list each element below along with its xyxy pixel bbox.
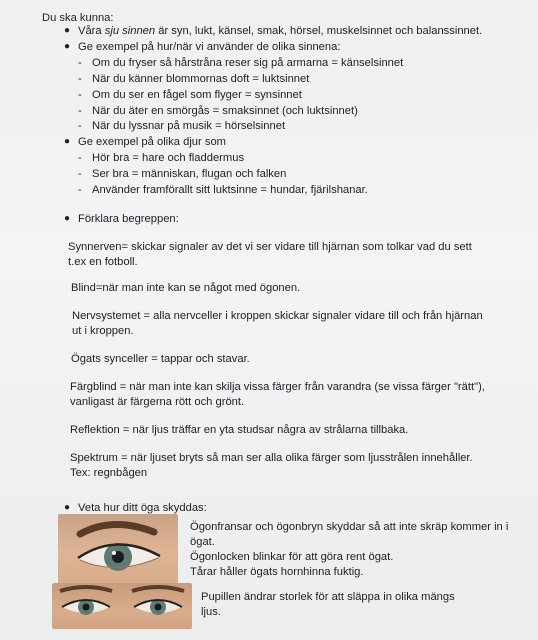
bullet-icon: ●	[64, 502, 71, 513]
eye2-text-line2: ljus.	[201, 606, 221, 618]
bullet-examples-title: Ge exempel på hur/när vi använder de olika sinnena:	[78, 41, 341, 53]
eye1-text-line3: Ögonlocken blinkar för att göra rent ögat.	[190, 551, 394, 563]
bullet-icon: ●	[64, 213, 71, 224]
list-item: Ser bra = människan, flugan och falken	[92, 168, 287, 180]
bullet-icon: ●	[64, 41, 71, 52]
dash-icon: -	[78, 57, 82, 69]
definition-fargblind-line1: Färgblind = när man inte kan skilja vissa färger från varandra (se vissa färger "rätt"),	[70, 381, 485, 393]
definition-spektrum-line2: Tex: regnbågen	[70, 467, 148, 479]
bullet-icon: ●	[64, 25, 71, 36]
heading: Du ska kunna:	[42, 12, 114, 24]
list-item: Om du ser en fågel som flyger = synsinnet	[92, 89, 302, 101]
list-item: När du känner blommornas doft = luktsinnet	[92, 73, 310, 85]
eye1-text-line1: Ögonfransar och ögonbryn skyddar så att inte skräp kommer in i	[190, 521, 509, 533]
definition-synnerven-line2: t.ex en fotboll.	[68, 256, 138, 268]
list-item: Om du fryser så hårstråna reser sig på armarna = känselsinnet	[92, 57, 404, 69]
list-item: När du lyssnar på musik = hörselsinnet	[92, 120, 286, 132]
list-item: Hör bra = hare och fladdermus	[92, 152, 245, 164]
dash-icon: -	[78, 152, 82, 164]
definition-spektrum-line1: Spektrum = när ljuset bryts så man ser alla olika färger som ljusstrålen innehåller.	[70, 452, 473, 464]
eye-closeup-icon	[58, 514, 178, 588]
bullet-eye-protection-title: Veta hur ditt öga skyddas:	[78, 502, 207, 514]
eye1-text-line4: Tårar håller ögats hornhinna fuktig.	[190, 566, 364, 578]
dash-icon: -	[78, 89, 82, 101]
dash-icon: -	[78, 120, 82, 132]
definition-synnerven-line1: Synnerven= skickar signaler av det vi ser vidare till hjärnan som tolkar vad du sett	[68, 241, 472, 253]
bullet-icon: ●	[64, 136, 71, 147]
eyes-pair-icon	[52, 583, 192, 629]
bullet-concepts-title: Förklara begreppen:	[78, 213, 179, 225]
dash-icon: -	[78, 105, 82, 117]
eye1-text-line2: ögat.	[190, 536, 215, 548]
eye-closeup-image	[58, 514, 178, 588]
dash-icon: -	[78, 184, 82, 196]
bullet-animals-title: Ge exempel på olika djur som	[78, 136, 226, 148]
definition-blind: Blind=när man inte kan se något med ögonen.	[71, 282, 301, 294]
list-item: När du äter en smörgås = smaksinnet (och luktsinnet)	[92, 105, 358, 117]
definition-fargblind-line2: vanligast är färgerna rött och grönt.	[70, 396, 245, 408]
bullet-senses: Våra sju sinnen är syn, lukt, känsel, smak, hörsel, muskelsinnet och balanssinnet.	[78, 25, 483, 37]
definition-ogats-synceller: Ögats synceller = tappar och stavar.	[71, 353, 250, 365]
dash-icon: -	[78, 168, 82, 180]
list-item: Använder framförallt sitt luktsinne = hundar, fjärilshanar.	[92, 184, 368, 196]
dash-icon: -	[78, 73, 82, 85]
eyes-pair-image	[52, 583, 192, 629]
definition-nervsystemet-line2: ut i kroppen.	[72, 325, 134, 337]
definition-nervsystemet-line1: Nervsystemet = alla nervceller i kroppen skickar signaler vidare till och från hjärnan	[72, 310, 483, 322]
definition-reflektion: Reflektion = när ljus träffar en yta studsar några av strålarna tillbaka.	[70, 424, 409, 436]
eye2-text-line1: Pupillen ändrar storlek för att släppa in olika mängs	[201, 591, 455, 603]
